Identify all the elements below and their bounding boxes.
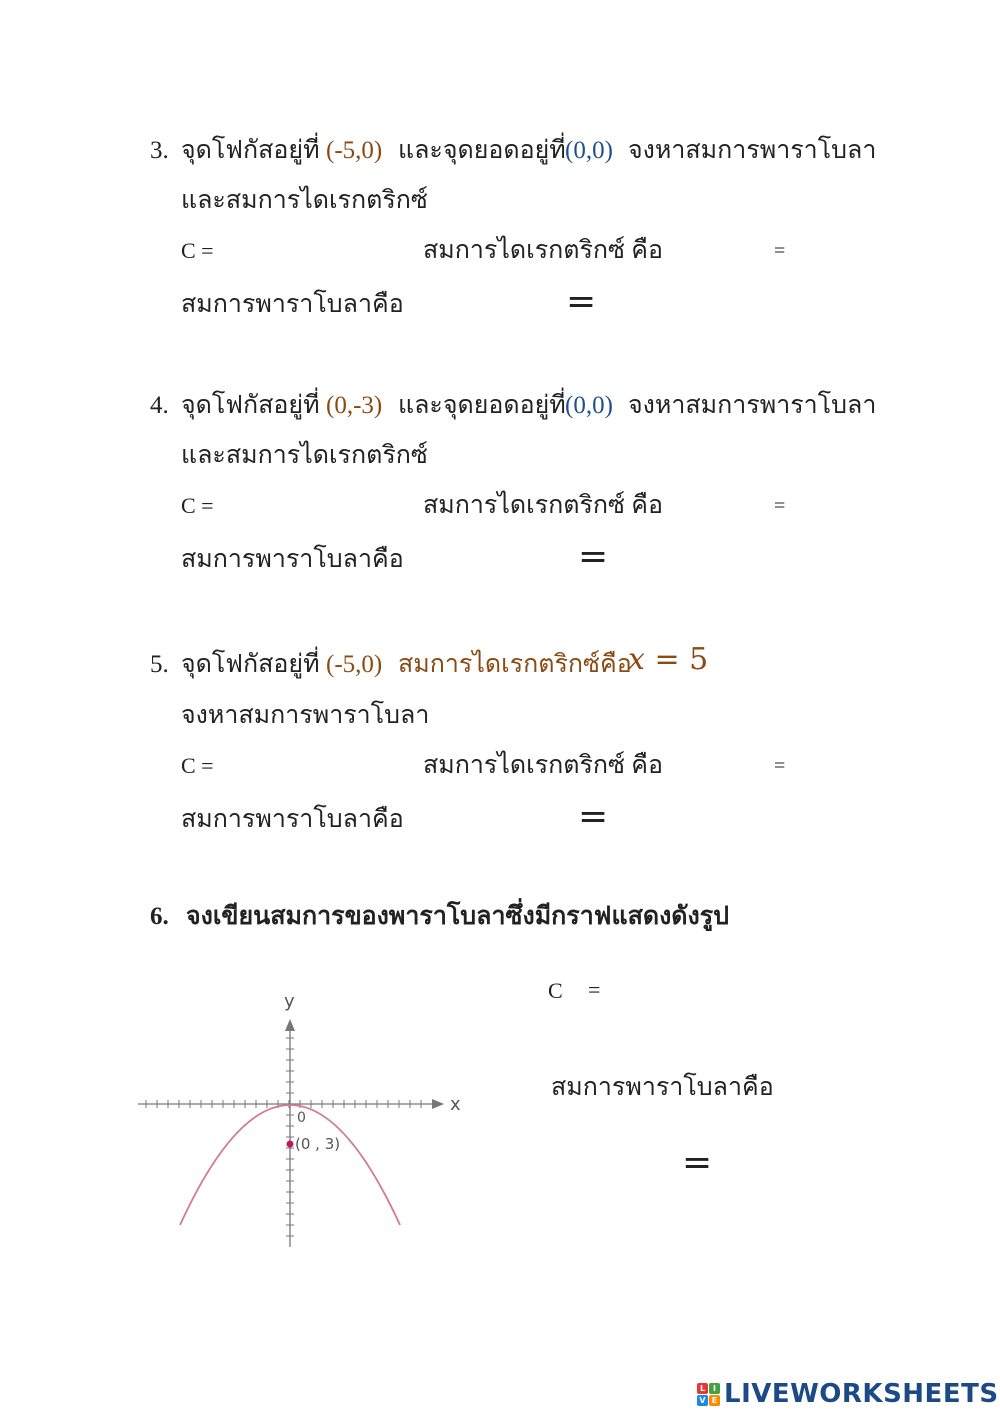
q4-vertex: (0,0): [565, 392, 613, 419]
q5-number: 5.: [150, 651, 169, 678]
q4-parabola-equals: =: [578, 536, 609, 577]
logo-mark-letter: L: [697, 1383, 708, 1394]
q5-text-focus-intro: จุดโฟกัสอยู่ที่: [181, 651, 320, 678]
q4-line2: และสมการไดเรกตริกซ์: [181, 442, 428, 469]
y-axis-arrow-icon: [285, 1019, 295, 1031]
logo-mark-letter: I: [709, 1383, 720, 1394]
q3-vertex: (0,0): [565, 137, 613, 164]
q4-number: 4.: [150, 392, 169, 419]
q5-c-label: C =: [181, 753, 214, 778]
q6-number: 6.: [150, 903, 169, 930]
q5-directrix-label: สมการไดเรกตริกซ์ คือ: [423, 752, 664, 779]
q3-text-vertex-intro: และจุดยอดอยู่ที่: [398, 137, 566, 164]
q3-text-task: จงหาสมการพาราโบลา: [628, 137, 877, 164]
q5-line2: จงหาสมการพาราโบลา: [181, 702, 430, 729]
q4-c-label: C =: [181, 493, 214, 518]
liveworksheets-logo: [697, 1379, 999, 1409]
q4-focus: (0,-3): [326, 392, 383, 419]
q4-parabola-label: สมการพาราโบลาคือ: [181, 546, 404, 573]
q3-focus: (-5,0): [326, 137, 383, 164]
q6-c-label: C: [548, 978, 563, 1003]
q6-parabola-label: สมการพาราโบลาคือ: [551, 1074, 774, 1101]
q6-parabola-equals: =: [682, 1142, 713, 1183]
q5-math-value: = 5: [644, 642, 709, 677]
q6-c-equals: =: [588, 977, 601, 1002]
q3-line2: และสมการไดเรกตริกซ์: [181, 187, 428, 214]
q3-number: 3.: [150, 137, 169, 164]
graph-point: [287, 1141, 294, 1148]
x-axis-label: x: [450, 1094, 461, 1115]
logo-text: LIVEWORKSHEETS: [724, 1379, 999, 1409]
point-label: (0 , 3): [295, 1135, 341, 1153]
q5-directrix-given-label: สมการไดเรกตริกซ์คือ: [398, 651, 632, 678]
q3-parabola-label: สมการพาราโบลาคือ: [181, 291, 404, 318]
q4-text-focus-intro: จุดโฟกัสอยู่ที่: [181, 392, 320, 419]
q4-directrix-label: สมการไดเรกตริกซ์ คือ: [423, 492, 664, 519]
q5-directrix-math: [628, 642, 709, 677]
q6-text: จงเขียนสมการของพาราโบลาซึ่งมีกราฟแสดงดังรูป: [186, 903, 730, 930]
logo-mark-icon: [697, 1383, 720, 1406]
y-axis-label: y: [284, 991, 295, 1012]
q3-c-label: C =: [181, 238, 214, 263]
parabola-graph: [130, 985, 480, 1260]
q4-text-vertex-intro: และจุดยอดอยู่ที่: [398, 392, 566, 419]
q5-focus: (-5,0): [326, 651, 383, 678]
q4-text-task: จงหาสมการพาราโบลา: [628, 392, 877, 419]
q3-directrix-equals: =: [774, 240, 786, 262]
logo-mark-letter: E: [709, 1395, 720, 1406]
q4-directrix-equals: =: [774, 495, 786, 517]
logo-mark-letter: V: [697, 1395, 708, 1406]
x-axis-arrow-icon: [432, 1099, 444, 1109]
q5-parabola-equals: =: [578, 796, 609, 837]
q5-parabola-label: สมการพาราโบลาคือ: [181, 806, 404, 833]
q5-directrix-equals: =: [774, 755, 786, 777]
q3-text-focus-intro: จุดโฟกัสอยู่ที่: [181, 137, 320, 164]
q3-parabola-equals: =: [566, 281, 597, 322]
q5-math-variable: x: [628, 642, 645, 677]
origin-label: 0: [297, 1110, 306, 1126]
q3-directrix-label: สมการไดเรกตริกซ์ คือ: [423, 237, 664, 264]
